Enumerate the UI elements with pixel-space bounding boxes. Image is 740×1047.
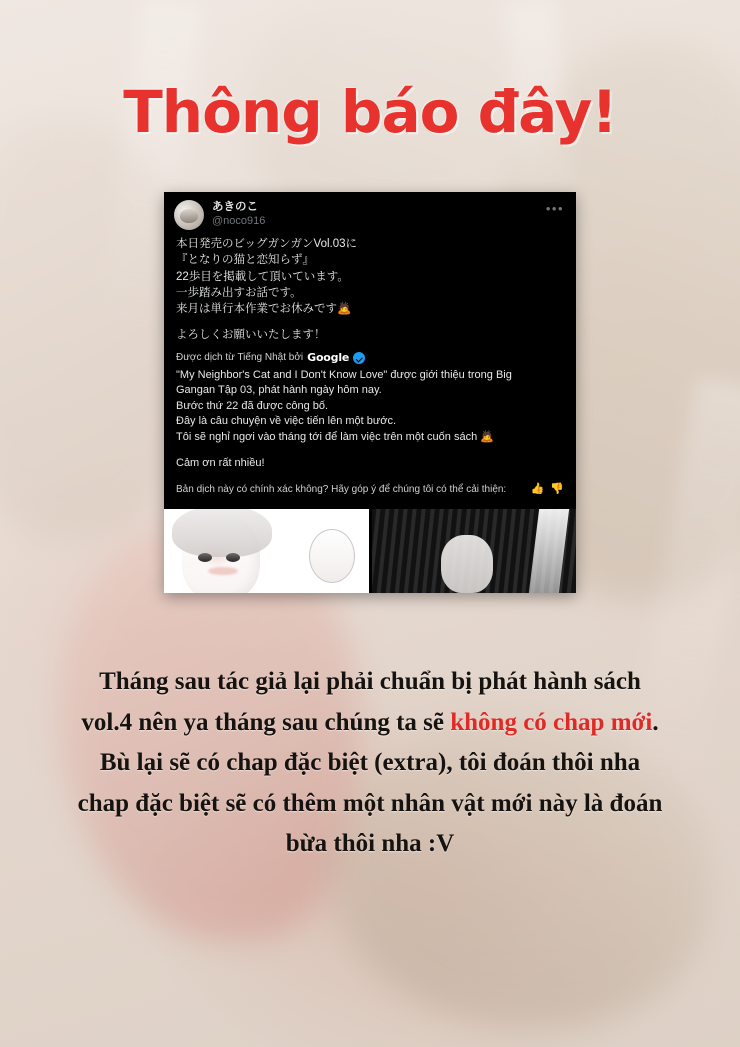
tweet-vi-line: Tôi sẽ nghỉ ngơi vào tháng tới để làm việc trên một cuốn sách 🙇 — [176, 431, 494, 444]
page-title: Thông báo đây! — [123, 78, 617, 146]
more-options-icon[interactable]: ••• — [545, 201, 564, 216]
translated-by-label: Được dịch từ Tiếng Nhật bởi — [176, 351, 304, 363]
tweet-vi-line: Đây là câu chuyện về việc tiến lên một bước. — [176, 415, 397, 428]
caption-highlight: không có chap mới — [450, 708, 653, 736]
spacer — [176, 318, 564, 327]
tweet-handle[interactable]: @noco916 — [212, 215, 266, 228]
tweet-display-name[interactable]: あきのこ — [212, 201, 258, 213]
tweet-jp-closing: よろしくお願いいたします！ — [176, 328, 326, 341]
thumbs-down-icon[interactable]: 👎 — [550, 483, 564, 496]
tweet-author — [212, 200, 544, 229]
google-logo: Google — [307, 350, 350, 364]
character-eye — [226, 553, 240, 562]
panel-shape — [309, 529, 355, 583]
feedback-question: Bản dịch này có chính xác không? Hãy góp ý để chúng tôi có thể cải thiện: — [176, 483, 507, 495]
tweet-jp-line: 一歩踏み出すお話です。 — [176, 286, 302, 299]
tweet-jp-line: 『となりの猫と恋知らず』 — [176, 254, 314, 267]
tweet-media — [164, 509, 576, 593]
character-hair — [172, 509, 272, 557]
tweet-jp-line: 本日発売のビッグガンガンVol.03に — [176, 238, 358, 250]
avatar[interactable] — [174, 200, 204, 230]
tweet-vi-line: "My Neighbor's Cat and I Don't Know Love" được giới thiệu trong Big — [176, 368, 512, 381]
manga-panel-right[interactable] — [372, 509, 577, 593]
tweet-jp-line: 22歩目を掲載して頂いています。 — [176, 270, 349, 283]
tweet-vi-line: Bước thứ 22 đã được công bố. — [176, 399, 329, 412]
manga-panel-left[interactable] — [164, 509, 369, 593]
character-eye — [198, 553, 212, 562]
tweet-body — [164, 232, 576, 500]
tweet-vi-line: Gangan Tập 03, phát hành ngày hôm nay. — [176, 384, 382, 397]
caption-part-2: . Bù lại sẽ có chap đặc biệt (extra), tôi đoán thôi nha chap đặc biệt sẽ có thêm một nhân vật mới này là đoán bừa thôi nha :V — [77, 708, 663, 857]
caption-text — [72, 662, 668, 865]
tweet-jp-line: 来月は単行本作業でお休みです🙇 — [176, 303, 352, 316]
translation-feedback — [176, 482, 564, 498]
character-blush — [208, 567, 238, 575]
tweet-thanks-line: Cảm ơn rất nhiều! — [176, 456, 265, 469]
caption-part-1: Tháng sau tác giả lại phải chuẩn bị phát hành sách vol.4 nên ya tháng sau chúng ta sẽ — [81, 668, 641, 736]
tweet-header — [164, 192, 576, 232]
verified-badge-icon — [353, 352, 365, 364]
tweet-screenshot — [164, 192, 576, 593]
thumbs-up-icon[interactable]: 👍 — [530, 483, 545, 496]
translation-attribution — [176, 350, 564, 366]
character-face — [441, 535, 493, 593]
